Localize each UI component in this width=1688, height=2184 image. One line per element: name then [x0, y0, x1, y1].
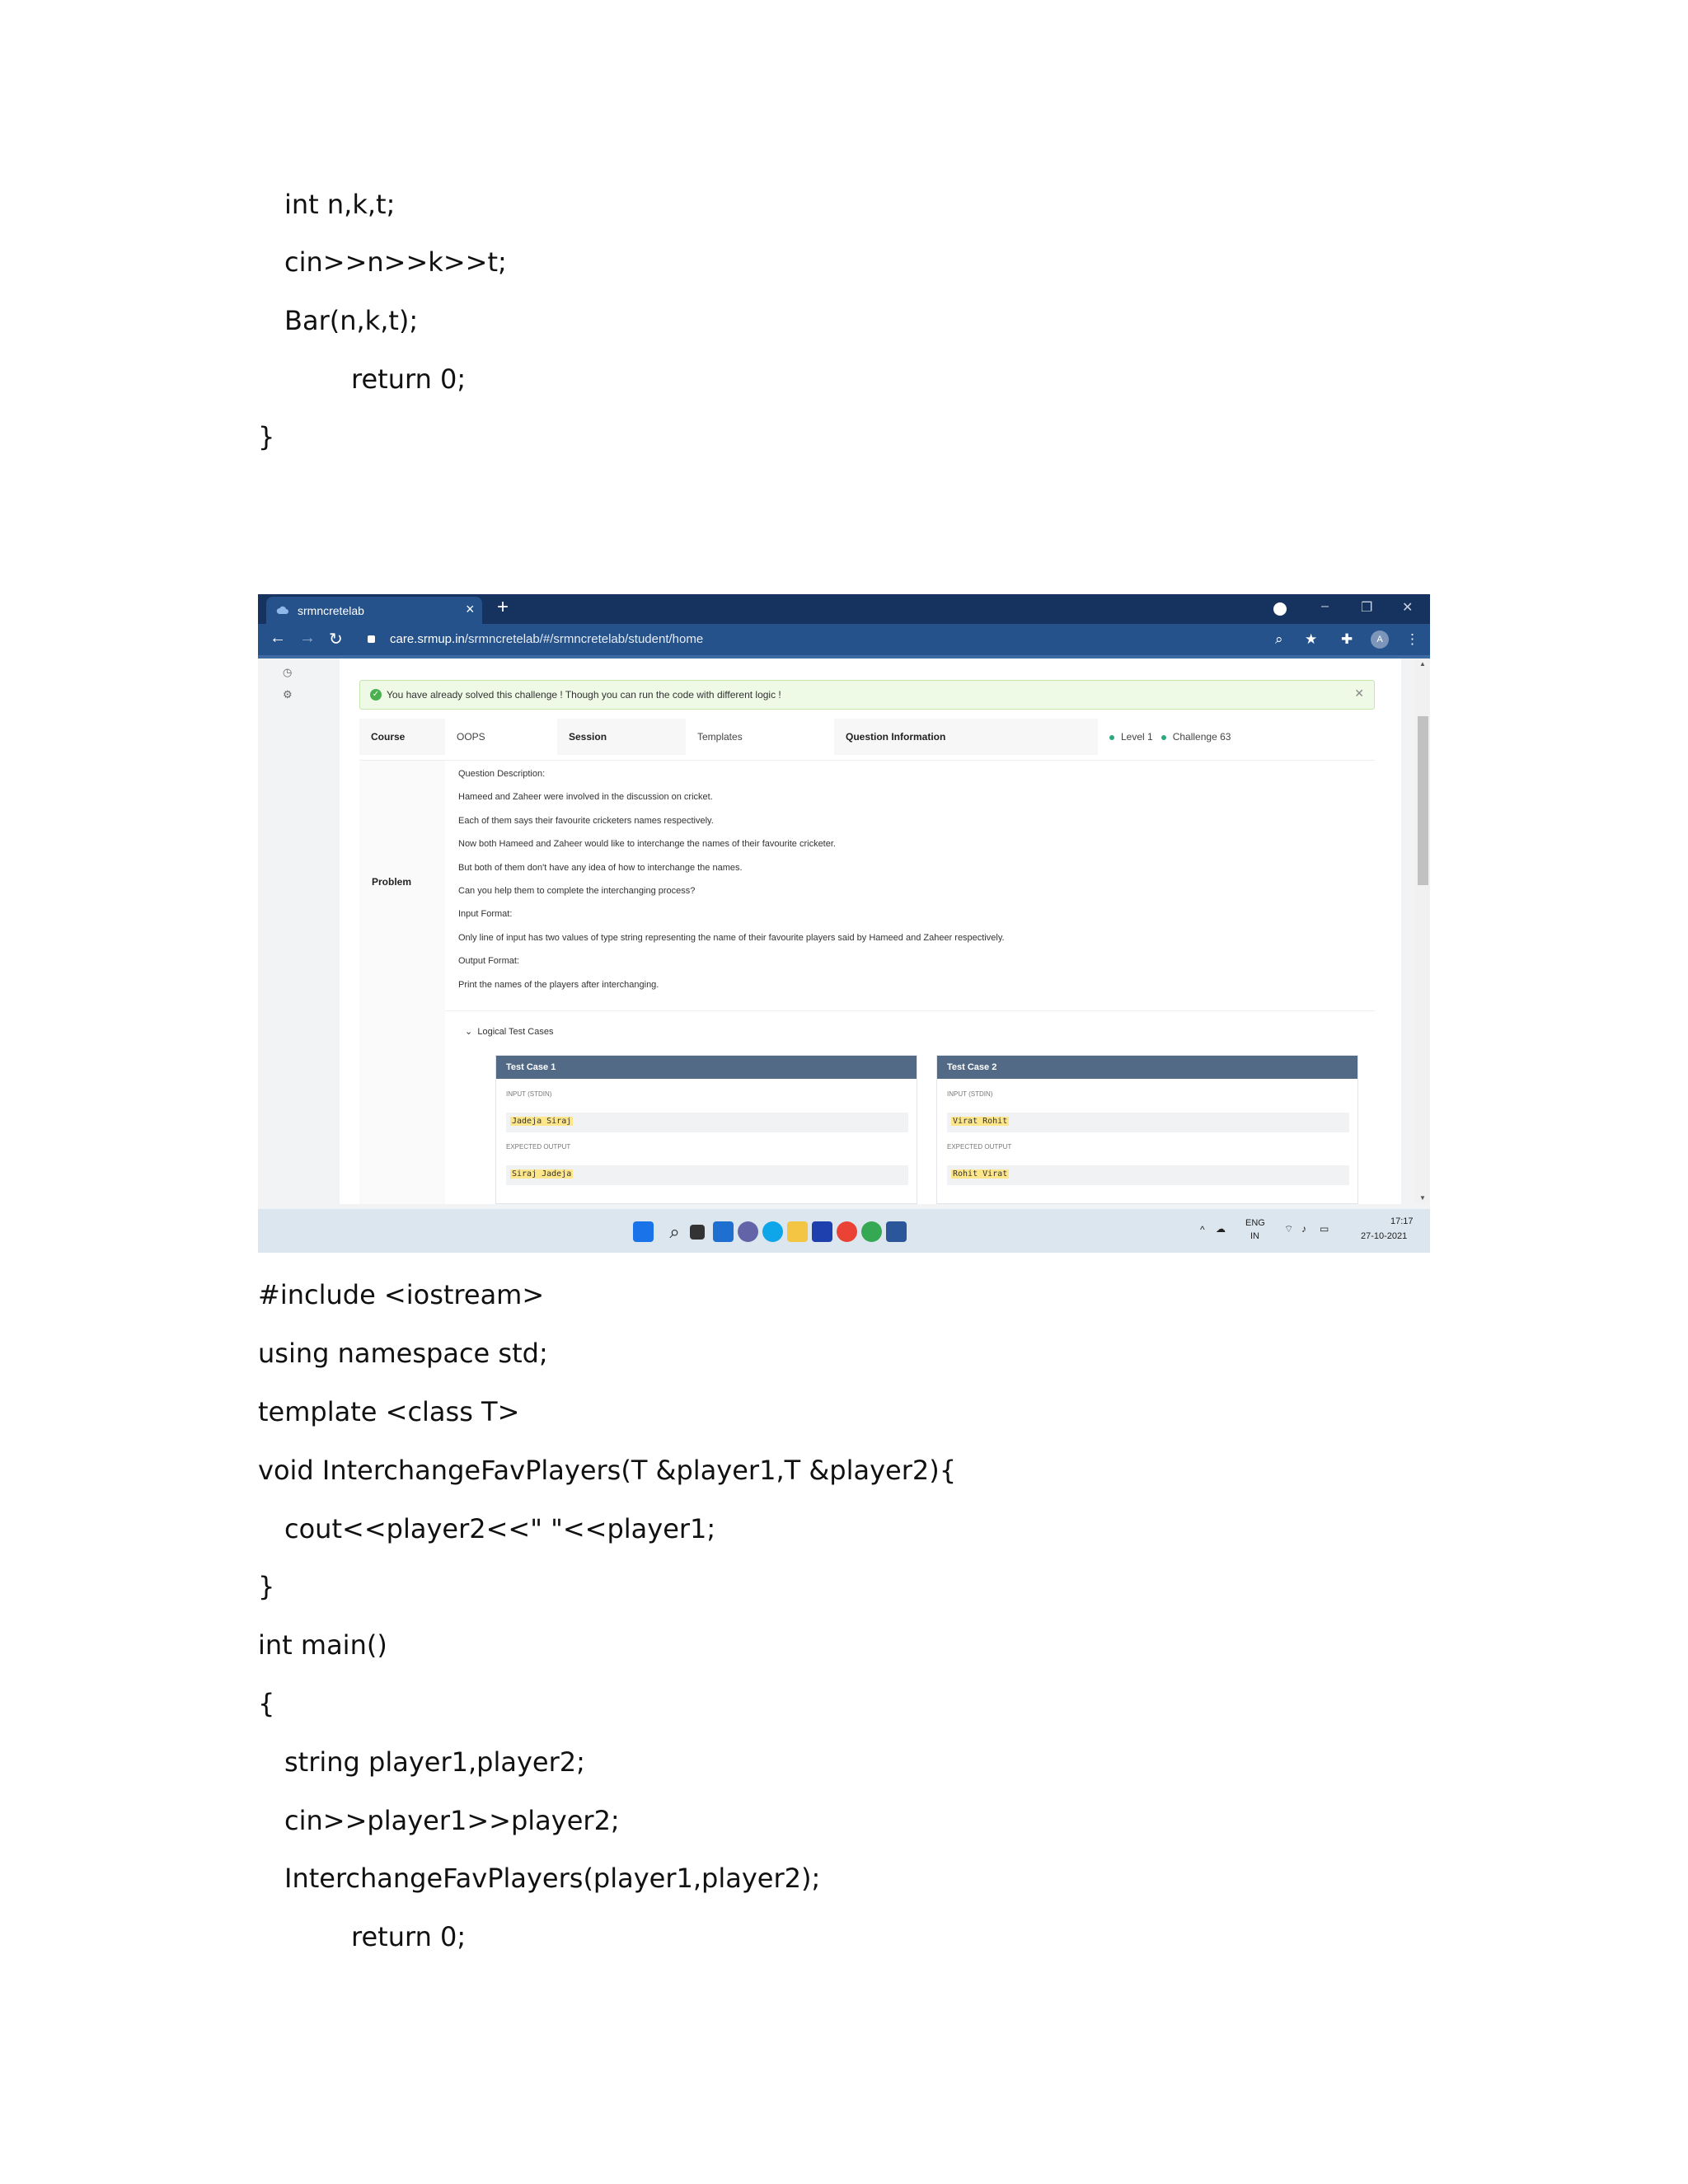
problem-section: [359, 760, 1375, 1011]
browser-tab-strip: [258, 594, 1430, 624]
avatar[interactable]: A: [1371, 630, 1389, 649]
course-label: Course: [359, 719, 445, 755]
test-cases-label-column: [359, 1011, 445, 1204]
output-value: Siraj Jadeja: [512, 1169, 572, 1179]
solved-alert: [359, 680, 1375, 710]
input-label: INPUT (STDIN): [506, 1090, 552, 1098]
question-info-bar: [359, 719, 1375, 755]
course-value: OOPS: [445, 719, 557, 755]
toggle-label: Logical Test Cases: [477, 1027, 554, 1037]
output-label: EXPECTED OUTPUT: [506, 1143, 571, 1151]
session-value: Templates: [686, 719, 834, 755]
session-label: Session: [557, 719, 686, 755]
code-line: return 0;: [351, 1921, 467, 1952]
scroll-down-icon[interactable]: ▼: [1419, 1194, 1426, 1202]
challenge-dot: [1161, 735, 1166, 740]
teams-chat-icon[interactable]: [738, 1221, 758, 1242]
problem-line: Only line of input has two values of type string representing the name of their favourite players said by Hameed and Zaheer respectively.: [458, 933, 1005, 943]
problem-line: Question Description:: [458, 769, 546, 779]
code-line: #include <iostream>: [258, 1279, 545, 1310]
code-line: cin>>player1>>player2;: [284, 1805, 620, 1836]
search-icon[interactable]: ⌕: [669, 1221, 680, 1242]
window-close-icon[interactable]: ✕: [1402, 601, 1414, 615]
chrome-profile-icon[interactable]: [861, 1221, 882, 1242]
embedded-screenshot: [258, 594, 1430, 1253]
clock-icon[interactable]: ◷: [283, 666, 293, 678]
url-field[interactable]: [390, 632, 703, 646]
input-box: [947, 1113, 1349, 1132]
clock-date[interactable]: 27-10-2021: [1361, 1231, 1408, 1241]
input-value: Virat Rohit: [953, 1117, 1008, 1126]
problem-line: Can you help them to complete the interchanging process?: [458, 886, 696, 896]
test-case-title: Test Case 2: [937, 1056, 1357, 1079]
output-value: Rohit Virat: [953, 1169, 1008, 1179]
check-icon: ✓: [370, 689, 382, 701]
cloud-icon[interactable]: ☁: [1216, 1223, 1226, 1235]
code-line: InterchangeFavPlayers(player1,player2);: [284, 1863, 821, 1894]
wifi-icon[interactable]: ⌔: [1284, 1223, 1294, 1235]
test-case-title: Test Case 1: [496, 1056, 917, 1079]
menu-icon[interactable]: ⋮: [1405, 631, 1419, 647]
settings-icon[interactable]: ⚙: [283, 688, 293, 701]
url-path: /srmncretelab/#/srmncretelab/student/home: [464, 632, 704, 646]
output-box: [506, 1165, 908, 1185]
code-line: }: [258, 421, 275, 452]
question-info-label: Question Information: [834, 719, 1098, 755]
clock-time[interactable]: 17:17: [1390, 1216, 1414, 1226]
output-label: EXPECTED OUTPUT: [947, 1143, 1012, 1151]
input-value: Jadeja Siraj: [512, 1117, 572, 1126]
level-text: Level 1: [1121, 731, 1153, 743]
code-line: int n,k,t;: [284, 189, 396, 220]
minimize-icon[interactable]: –: [1321, 599, 1329, 613]
challenge-text: Challenge 63: [1172, 731, 1231, 743]
tab-title: srmncretelab: [298, 604, 364, 617]
language-bottom[interactable]: IN: [1250, 1231, 1259, 1241]
logical-test-cases-toggle[interactable]: [465, 1026, 553, 1037]
problem-line: Input Format:: [458, 909, 513, 919]
close-icon[interactable]: ×: [466, 601, 475, 617]
language-top[interactable]: ENG: [1245, 1218, 1265, 1228]
problem-line: Now both Hameed and Zaheer would like to interchange the names of their favourite cricketer.: [458, 839, 836, 849]
problem-line: Each of them says their favourite cricketers names respectively.: [458, 816, 714, 826]
zoom-icon[interactable]: ⌕: [1275, 631, 1283, 647]
code-line: template <class T>: [258, 1396, 520, 1427]
code-line: using namespace std;: [258, 1338, 548, 1369]
word-icon[interactable]: [886, 1221, 907, 1242]
left-rail: [258, 658, 318, 1204]
widgets-icon[interactable]: [713, 1221, 734, 1242]
code-line: int main(): [258, 1629, 387, 1661]
lock-icon: [368, 635, 375, 643]
problem-line: Print the names of the players after interchanging.: [458, 980, 659, 990]
code-line: cout<<player2<<" "<<player1;: [284, 1513, 716, 1544]
test-case-card: [936, 1055, 1358, 1204]
code-line: string player1,player2;: [284, 1746, 585, 1778]
alert-text: You have already solved this challenge ! Though you can run the code with different logic !: [387, 689, 781, 701]
scroll-thumb[interactable]: [1418, 716, 1428, 885]
close-icon[interactable]: ✕: [1354, 687, 1364, 700]
code-line: void InterchangeFavPlayers(T &player1,T &player2){: [258, 1455, 957, 1486]
code-line: }: [258, 1571, 275, 1602]
problem-line: Hameed and Zaheer were involved in the discussion on cricket.: [458, 792, 713, 802]
volume-icon[interactable]: ♪: [1301, 1223, 1306, 1235]
url-host: care.srmup.in: [390, 632, 465, 646]
input-box: [506, 1113, 908, 1132]
store-icon[interactable]: [812, 1221, 832, 1242]
windows-start-icon[interactable]: [633, 1221, 654, 1242]
extensions-icon[interactable]: ✚: [1341, 631, 1353, 647]
cloud-icon: [276, 604, 289, 616]
star-icon[interactable]: ★: [1305, 631, 1318, 647]
battery-icon[interactable]: ▭: [1320, 1223, 1329, 1235]
file-explorer-icon[interactable]: [787, 1221, 808, 1242]
level-dot: [1109, 735, 1114, 740]
chrome-icon[interactable]: [837, 1221, 857, 1242]
page-scrollbar[interactable]: [1415, 658, 1430, 1204]
task-view-icon[interactable]: [690, 1225, 705, 1240]
tab-search-icon[interactable]: [1273, 602, 1287, 616]
code-line: return 0;: [351, 363, 467, 395]
address-bar: [258, 624, 1430, 655]
challenge-panel: [340, 658, 1401, 1204]
chevron-up-icon[interactable]: ^: [1200, 1224, 1205, 1235]
edge-icon[interactable]: [762, 1221, 783, 1242]
test-case-card: [495, 1055, 917, 1204]
scroll-up-icon[interactable]: ▲: [1419, 660, 1426, 668]
browser-tab[interactable]: [266, 597, 482, 624]
reload-icon[interactable]: ↻: [329, 630, 343, 649]
problem-line: But both of them don't have any idea of how to interchange the names.: [458, 863, 743, 873]
input-label: INPUT (STDIN): [947, 1090, 993, 1098]
plus-icon[interactable]: +: [497, 596, 509, 618]
chevron-down-icon: ⌄: [465, 1027, 473, 1037]
problem-line: Output Format:: [458, 956, 519, 966]
code-line: {: [258, 1688, 275, 1719]
level-challenge: [1098, 719, 1375, 755]
forward-icon[interactable]: →: [299, 629, 316, 647]
windows-taskbar: [258, 1209, 1430, 1253]
code-line: cin>>n>>k>>t;: [284, 246, 507, 278]
back-icon[interactable]: ←: [270, 629, 286, 647]
restore-icon[interactable]: ❐: [1361, 601, 1373, 615]
code-line: Bar(n,k,t);: [284, 305, 419, 336]
output-box: [947, 1165, 1349, 1185]
problem-label: Problem: [359, 761, 445, 1012]
